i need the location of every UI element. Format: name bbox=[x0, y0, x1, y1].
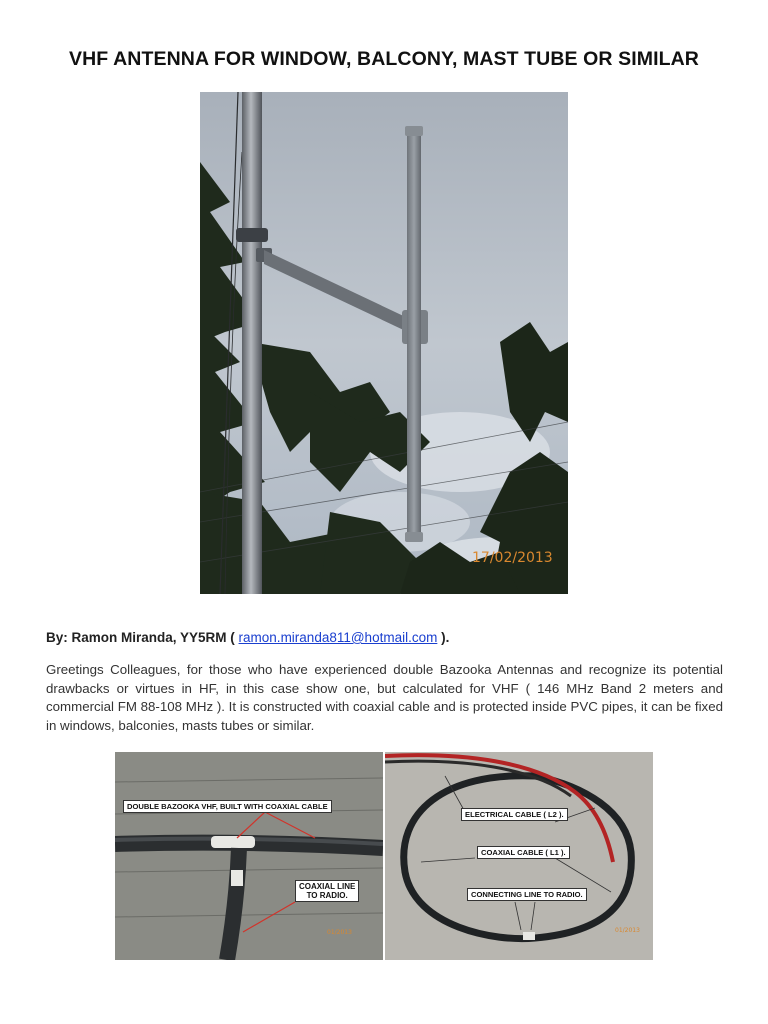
label-coaxial-line-1: COAXIAL LINE bbox=[299, 882, 356, 891]
label-electrical-cable-l2: ELECTRICAL CABLE ( L2 ). bbox=[461, 808, 568, 821]
svg-text:01/2013: 01/2013 bbox=[327, 929, 352, 936]
cable-loop-photo bbox=[385, 752, 653, 960]
author-email-link[interactable]: ramon.miranda811@hotmail.com bbox=[238, 630, 438, 645]
svg-text:01/2013: 01/2013 bbox=[615, 927, 640, 934]
label-coaxial-line bbox=[295, 880, 359, 902]
date-stamp: 17/02/2013 bbox=[472, 550, 553, 566]
double-bazooka-illustration bbox=[115, 752, 383, 960]
label-connecting-line: CONNECTING LINE TO RADIO. bbox=[467, 888, 587, 901]
byline-prefix: By: Ramon Miranda, YY5RM ( bbox=[46, 630, 239, 645]
label-double-bazooka: DOUBLE BAZOOKA VHF, BUILT WITH COAXIAL CABLE bbox=[123, 800, 332, 813]
label-coaxial-cable-l1: COAXIAL CABLE ( L1 ). bbox=[477, 846, 570, 859]
antenna-photo-illustration bbox=[200, 92, 568, 594]
label-coaxial-line-2: TO RADIO. bbox=[306, 891, 348, 900]
intro-paragraph: Greetings Colleagues, for those who have experienced double Bazooka Antennas and recognize its potential drawbacks or virtues in HF, in this case show one, but calculated for VHF ( 146 MHz Band 2 meters and commercial FM 88-108 MHz ). It is constructed with coaxial cable and is protected inside PVC pipes, it can be fixed in windows, balconies, masts tubes or similar. bbox=[46, 662, 723, 733]
antenna-photo bbox=[200, 92, 568, 594]
byline-suffix: ). bbox=[437, 630, 450, 645]
double-bazooka-photo bbox=[115, 752, 383, 960]
byline bbox=[46, 630, 449, 645]
page-title: VHF ANTENNA FOR WINDOW, BALCONY, MAST TUBE OR SIMILAR bbox=[69, 48, 699, 70]
